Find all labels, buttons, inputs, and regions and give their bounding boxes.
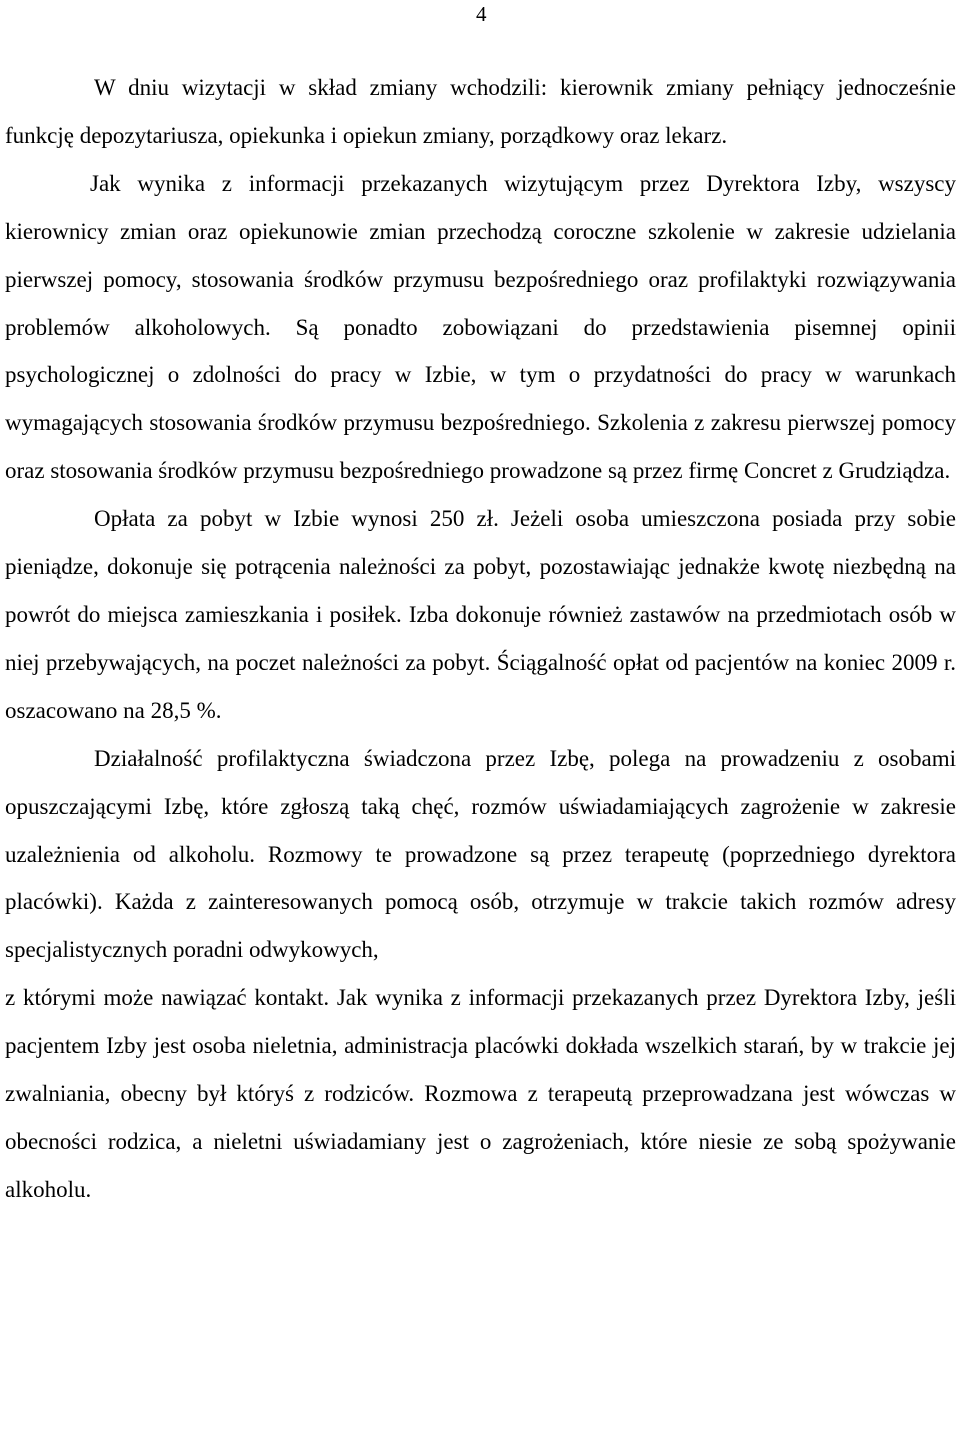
paragraph-stay-fee: Opłata za pobyt w Izbie wynosi 250 zł. Jeżeli osoba umieszczona posiada przy sobie pieniądze, dokonuje się potrącenia należności za pobyt, pozostawiając jednakże kwotę niezbędną na powrót do miejsca zamieszkania i posiłek. Izba dokonuje również zastawów na przedmiotach osób w niej przebywających, na poczet należności za pobyt. Ściągalność opłat od pacjentów na koniec 2009 r. oszacowano na 28,5 %.: [5, 506, 956, 723]
paragraph-staff-training: Jak wynika z informacji przekazanych wizytującym przez Dyrektora Izby, wszyscy kierownicy zmian oraz opiekunowie zmian przechodzą coroczne szkolenie w zakresie udzielania pierwszej pomocy, stosowania środków przymusu bezpośredniego oraz profilaktyki rozwiązywania problemów alkoholowych. Są ponadto zobowiązani do przedstawienia pisemnej opinii psychologicznej o zdolności do pracy w Izbie, w tym o przydatności do pracy w warunkach wymagających stosowania środków przymusu bezpośredniego. Szkolenia z zakresu pierwszej pomocy oraz stosowania środków przymusu bezpośredniego prowadzone są przez firmę Concret z Grudziądza.: [5, 170, 956, 484]
paragraph-prevention-activity: Działalność profilaktyczna świadczona przez Izbę, polega na prowadzeniu z osobami opuszczającymi Izbę, które zgłoszą taką chęć, rozmów uświadamiających zagrożenie w zakresie uzależnienia od alkoholu. Rozmowy te prowadzone są przez terapeutę (poprzedniego dyrektora placówki). Każda z zainteresowanych pomocą osób, otrzymuje w trakcie takich rozmów adresy specjalistycznych poradni odwykowych,: [5, 745, 956, 963]
page-number: 4: [476, 2, 487, 26]
paragraph-minors-contact: z którymi może nawiązać kontakt. Jak wynika z informacji przekazanych przez Dyrektora Izby, jeśli pacjentem Izby jest osoba nieletnia, administracja placówki dokłada wszelkich starań, by w trakcie jej zwalniania, obecny był któryś z rodziców. Rozmowa z terapeutą przeprowadzana jest wówczas w obecności rodzica, a nieletni uświadamiany jest o zagrożeniach, które niesie ze sobą spożywanie alkoholu.: [5, 985, 956, 1202]
document-body: [5, 64, 956, 1214]
paragraph-shift-staff: W dniu wizytacji w skład zmiany wchodzili: kierownik zmiany pełniący jednocześnie funkcję depozytariusza, opiekunka i opiekun zmiany, porządkowy oraz lekarz.: [5, 75, 956, 148]
